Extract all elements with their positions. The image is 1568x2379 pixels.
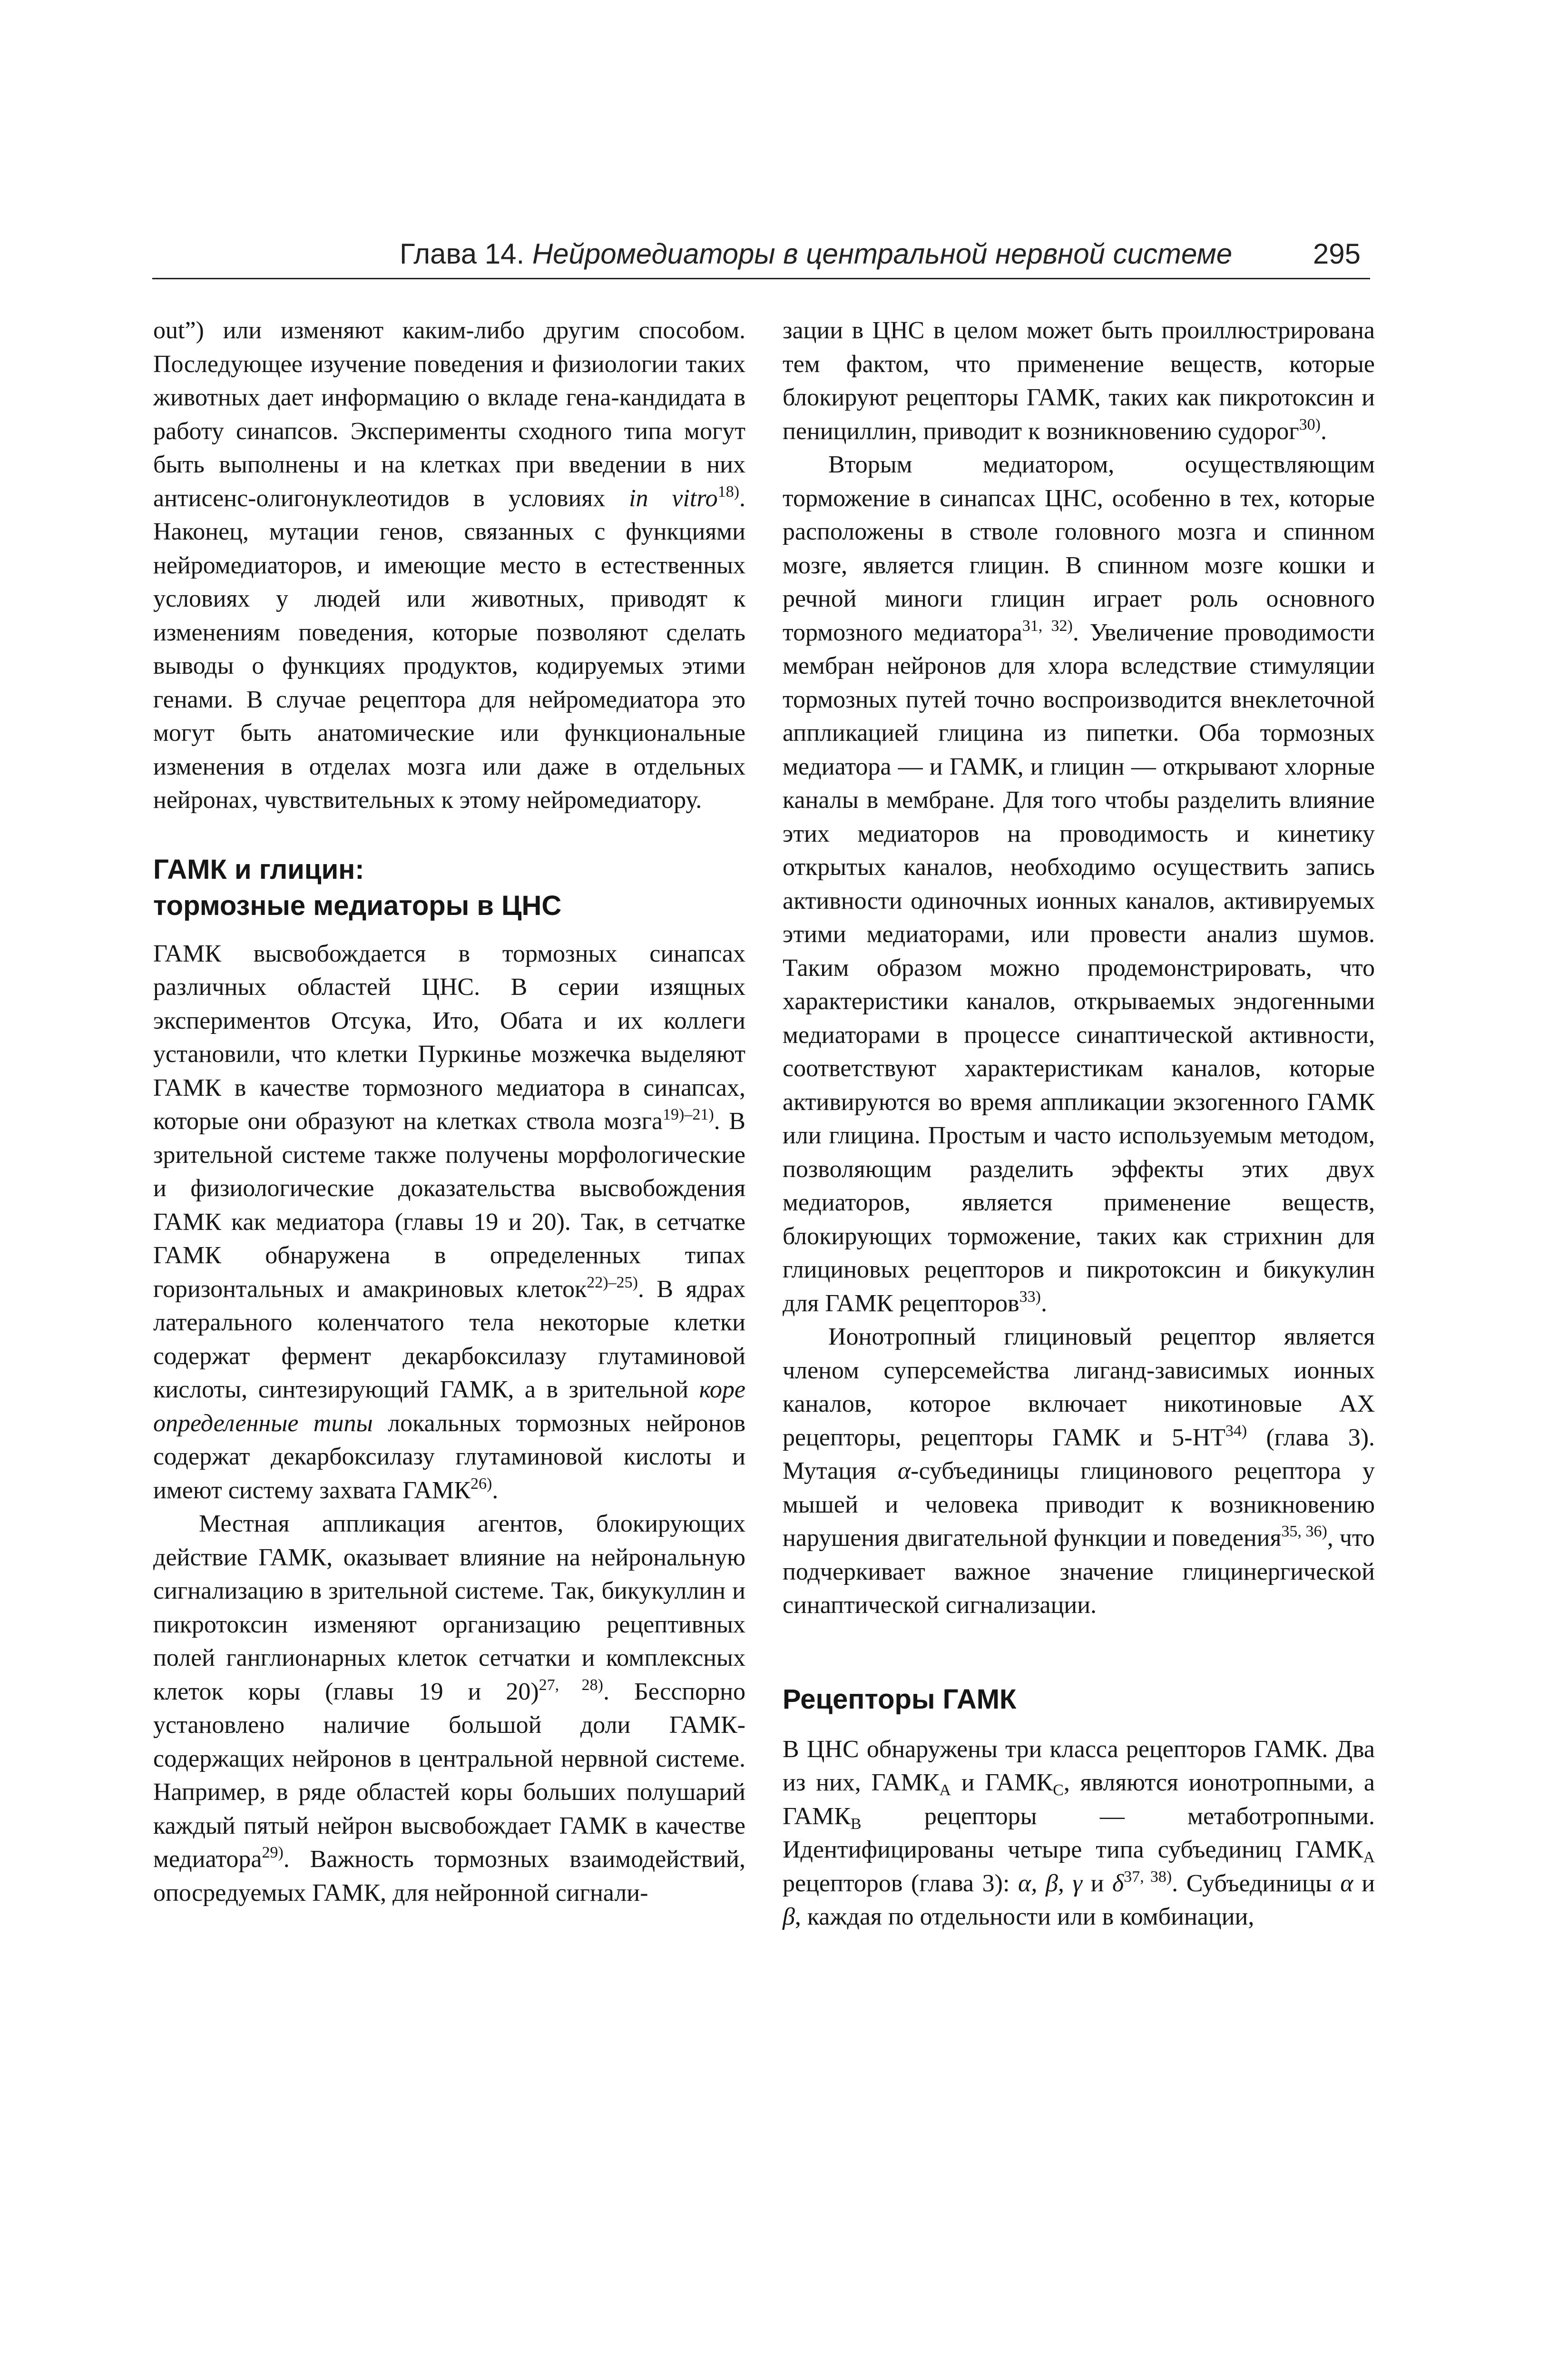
citation-superscript: 22)–25) bbox=[587, 1273, 638, 1291]
text-run: зации в ЦНС в целом может быть проиллюстрирована тем фактом, что применение веществ, которые блокируют рецепторы ГАМК, таких как пикротоксин и пенициллин, приводит к возникновению судорог bbox=[783, 317, 1375, 445]
text-run: out”) или изменяют каким-либо другим способом. Последующее изучение поведения и физиологии таких животных дает информацию о вкладе гена-кандидата в работу синапсов. Эксперименты сходного типа могут быть выполнены и на клетках при введении в них антисенс-олигонуклеотидов в условиях bbox=[153, 317, 745, 512]
text-run: Вторым медиатором, осуществляющим торможение в синапсах ЦНС, особенно в тех, которые расположены в стволе головного мозга и спинном мозге, является глицин. В спинном мозге кошки и речной миноги глицин играет роль основного тормозного медиатора bbox=[783, 451, 1375, 646]
section-heading-gaba-glycine bbox=[153, 852, 745, 924]
text-run: ГАМК высвобождается в тормозных синапсах различных областей ЦНС. В серии изящных экспериментов Отсука, Ито, Обата и их коллеги установили, что клетки Пуркинье мозжечка выделяют ГАМК в качестве тормозного медиатора в синапсах, которые они образуют на клетках ствола мозга bbox=[153, 940, 745, 1135]
text-run: . Увеличение проводимости мембран нейронов для хлора вследствие стимуляции тормозных путей точно воспроизводится внеклеточной аппликацией глицина из пипетки. Оба тормозных медиатора — и ГАМК, и глицин — открывают хлорные каналы в мембране. Для того чтобы разделить влияние этих медиаторов на проводимость и кинетику открытых каналов, необходимо осуществить запись активности одиночных ионных каналов, активируемых этими медиаторами, или провести анализ шумов. Таким образом можно продемонстрировать, что характеристики каналов, открываемых эндогенными медиаторами в процессе синаптической активности, соответствуют характеристикам каналов, которые активируются во время аппликации экзогенного ГАМК или глицина. Простым и часто используемым методом, позволяющим разделить эффекты этих двух медиаторов, является применение веществ, блокирующих торможение, таких как стрихнин для глициновых рецепторов и пикротоксин и бикукулин для ГАМК рецепторов bbox=[783, 619, 1375, 1317]
citation-superscript: 30) bbox=[1299, 415, 1321, 433]
paragraph bbox=[783, 448, 1375, 1320]
page-header bbox=[152, 232, 1370, 279]
text-run: Ионотропный глициновый рецептор является членом суперсемейства лиганд-зависимых ионных каналов, которое включает никотиновые АХ рецепторы, рецепторы ГАМК и 5-НТ bbox=[783, 1323, 1375, 1451]
citation-superscript: 34) bbox=[1225, 1422, 1247, 1440]
text-run: , являются ионотропными, а ГАМК bbox=[783, 1769, 1375, 1830]
greek-letter: α bbox=[1340, 1869, 1353, 1897]
subscript: A bbox=[939, 1781, 951, 1799]
paragraph bbox=[783, 1733, 1375, 1934]
greek-letter: α bbox=[897, 1457, 911, 1484]
text-run: -субъединицы глицинового рецептора у мышей и человека приводит к возникновению нарушения двигательной функции и поведения bbox=[783, 1457, 1375, 1552]
italic-text: коре определенные типы bbox=[153, 1376, 745, 1437]
text-run: рецепторов (глава 3): bbox=[783, 1869, 1010, 1897]
text-run: . bbox=[1040, 1289, 1047, 1317]
text-run: . В зрительной системе также получены морфологические и физиологические доказательства высвобождения ГАМК как медиатора (главы 19 и 20). Так, в сетчатке ГАМК обнаружена в определенных типах горизонтальных и амакриновых клеток bbox=[153, 1108, 745, 1303]
greek-letters: α, β, γ bbox=[1018, 1869, 1082, 1897]
citation-superscript: 29) bbox=[262, 1844, 284, 1861]
chapter-label: Глава 14. bbox=[400, 238, 525, 270]
citation-superscript: 27, 28) bbox=[539, 1676, 603, 1694]
page-number: 295 bbox=[1313, 238, 1361, 270]
subscript: A bbox=[1363, 1848, 1375, 1866]
text-run: . В ядрах латерального коленчатого тела некоторые клетки содержат фермент декарбоксилазу глутаминовой кислоты, синтезирующий ГАМК, а в зрительной bbox=[153, 1275, 746, 1403]
running-head bbox=[400, 235, 1232, 273]
text-run: и bbox=[1090, 1869, 1104, 1897]
text-run: В ЦНС обнаружены три класса рецепторов ГАМК. Два из них, ГАМК bbox=[783, 1735, 1375, 1796]
text-run: . bbox=[492, 1476, 499, 1504]
text-run: Местная аппликация агентов, блокирующих действие ГАМК, оказывает влияние на нейрональную сигнализацию в зрительной системе. Так, бикукуллин и пикротоксин изменяют организацию рецептивных полей ганглионарных клеток сетчатки и комплексных клеток коры (главы 19 и 20) bbox=[153, 1510, 745, 1705]
citation-superscript: 37, 38) bbox=[1124, 1868, 1172, 1886]
italic-text: in vitro bbox=[629, 484, 718, 512]
heading-line: ГАМК и глицин: bbox=[153, 854, 364, 885]
right-column bbox=[783, 314, 1375, 1934]
text-run: и ГАМК bbox=[961, 1769, 1053, 1796]
paragraph bbox=[783, 1320, 1375, 1622]
greek-letter: β bbox=[783, 1903, 795, 1930]
subscript: B bbox=[850, 1815, 862, 1833]
citation-superscript: 19)–21) bbox=[663, 1106, 714, 1123]
paragraph bbox=[153, 314, 745, 817]
left-column bbox=[153, 314, 745, 1910]
paragraph bbox=[153, 937, 745, 1508]
text-run: . Важность тормозных взаимодействий, опосредуемых ГАМК, для нейронной сигнали- bbox=[153, 1846, 745, 1907]
text-run: . Наконец, мутации генов, связанных с функциями нейромедиаторов, и имеющие место в естественных условиях у людей или животных, приводят к изменениям поведения, которые позволяют сделать выводы о функциях продуктов, кодируемых этими генами. В случае рецептора для нейромедиатора это могут быть анатомические или функциональные изменения в отделах мозга или даже в отдельных нейронах, чувствительных к этому нейромедиатору. bbox=[153, 484, 746, 814]
text-run: и bbox=[1362, 1869, 1375, 1897]
text-run: (глава 3). Мутация bbox=[783, 1424, 1375, 1484]
text-run: , что подчеркивает важное значение глицинергической синаптической сигнализации. bbox=[783, 1524, 1375, 1619]
citation-superscript: 35, 36) bbox=[1281, 1523, 1327, 1540]
citation-superscript: 31, 32) bbox=[1022, 617, 1073, 635]
paragraph bbox=[783, 314, 1375, 448]
chapter-title: Нейромедиаторы в центральной нервной системе bbox=[532, 238, 1233, 270]
heading-line: тормозные медиаторы в ЦНС bbox=[153, 890, 562, 921]
text-run: рецепторы — метаботропными. Идентифицированы четыре типа субъединиц ГАМК bbox=[783, 1802, 1375, 1863]
subscript: C bbox=[1053, 1781, 1064, 1799]
paragraph bbox=[153, 1507, 745, 1910]
text-run: . bbox=[1320, 417, 1327, 445]
citation-superscript: 18) bbox=[717, 482, 740, 501]
text-run: , каждая по отдельности или в комбинации, bbox=[794, 1903, 1254, 1930]
text-run: . Бесспорно установлено наличие большой доли ГАМК-содержащих нейронов в центральной нервной системе. Например, в ряде областей коры больших полушарий каждый пятый нейрон высвобождает ГАМК в качестве медиатора bbox=[153, 1678, 745, 1873]
citation-superscript: 26) bbox=[470, 1475, 492, 1493]
citation-superscript: 33) bbox=[1019, 1288, 1041, 1306]
text-run: локальных тормозных нейронов содержат декарбоксилазу глутаминовой кислоты и имеют систему захвата ГАМК bbox=[153, 1409, 745, 1504]
text-run: . Субъединицы bbox=[1172, 1869, 1332, 1897]
section-heading-gaba-receptors: Рецепторы ГАМК bbox=[783, 1683, 1017, 1715]
greek-letter: δ bbox=[1112, 1869, 1124, 1897]
